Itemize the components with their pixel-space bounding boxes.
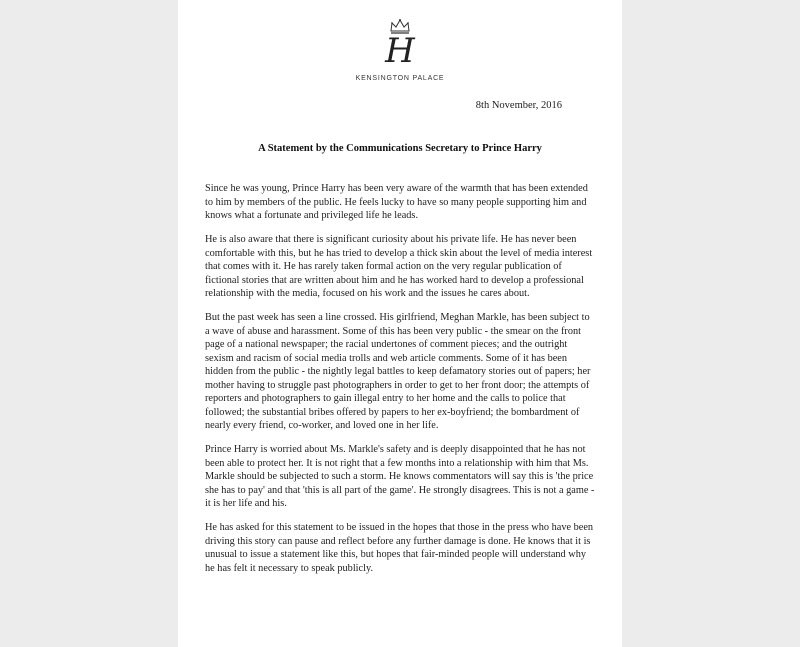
paragraph: Since he was young, Prince Harry has been very aware of the warmth that has been extended to him by members of the public. He feels lucky to have so many people supporting him and knows what a fortunate and privileged life he leads. [205,183,588,221]
monogram: H [385,31,415,71]
statement-date: 8th November, 2016 [475,100,562,111]
statement-body [205,182,595,586]
statement-title: A Statement by the Communications Secretary to Prince Harry [258,143,542,154]
paragraph: But the past week has seen a line crossed. His girlfriend, Meghan Markle, has been subject to a wave of abuse and harassment. Some of this has been very public - the smear on the front page of a national newspaper; the racial undertones of comment pieces; and the outright sexism and racism of social media trolls and web article comments. Some of it has been hidden from the public - the nightly legal battles to keep defamatory stories out of papers; her mother having to struggle past photographers in order to get to her front door; the attempts of reporters and photographers to gain illegal entry to her home and the calls to police that followed; the substantial bribes offered by papers to her ex-boyfriend; the bombardment of nearly every friend, co-worker, and loved one in her life. [205,312,591,431]
paragraph: Prince Harry is worried about Ms. Markle's safety and is deeply disappointed that he has not been able to protect her. It is not right that a few months into a relationship with him that Ms. Markle should be subjected to such a storm. He knows commentators will say this is 'the price she has to pay' and that 'this is all part of the game'. He strongly disagrees. This is not a game - it is her life and his. [205,444,595,509]
paragraph: He has asked for this statement to be issued in the hopes that those in the press who have been driving this story can pause and reflect before any further damage is done. He knows that it is unusual to issue a statement like this, but hopes that fair-minded people will understand why he has felt it necessary to speak publicly. [205,522,594,574]
palace-name: KENSINGTON PALACE [355,75,445,82]
statement-page [178,0,622,647]
paragraph: He is also aware that there is significant curiosity about his private life. He has never been comfortable with this, but he has tried to develop a thick skin about the level of media interest that comes with it. He has rarely taken formal action on the very regular publication of fictional stories that are written about him and he has worked hard to develop a professional relationship with the media, focused on his work and the issues he cares about. [205,234,593,299]
